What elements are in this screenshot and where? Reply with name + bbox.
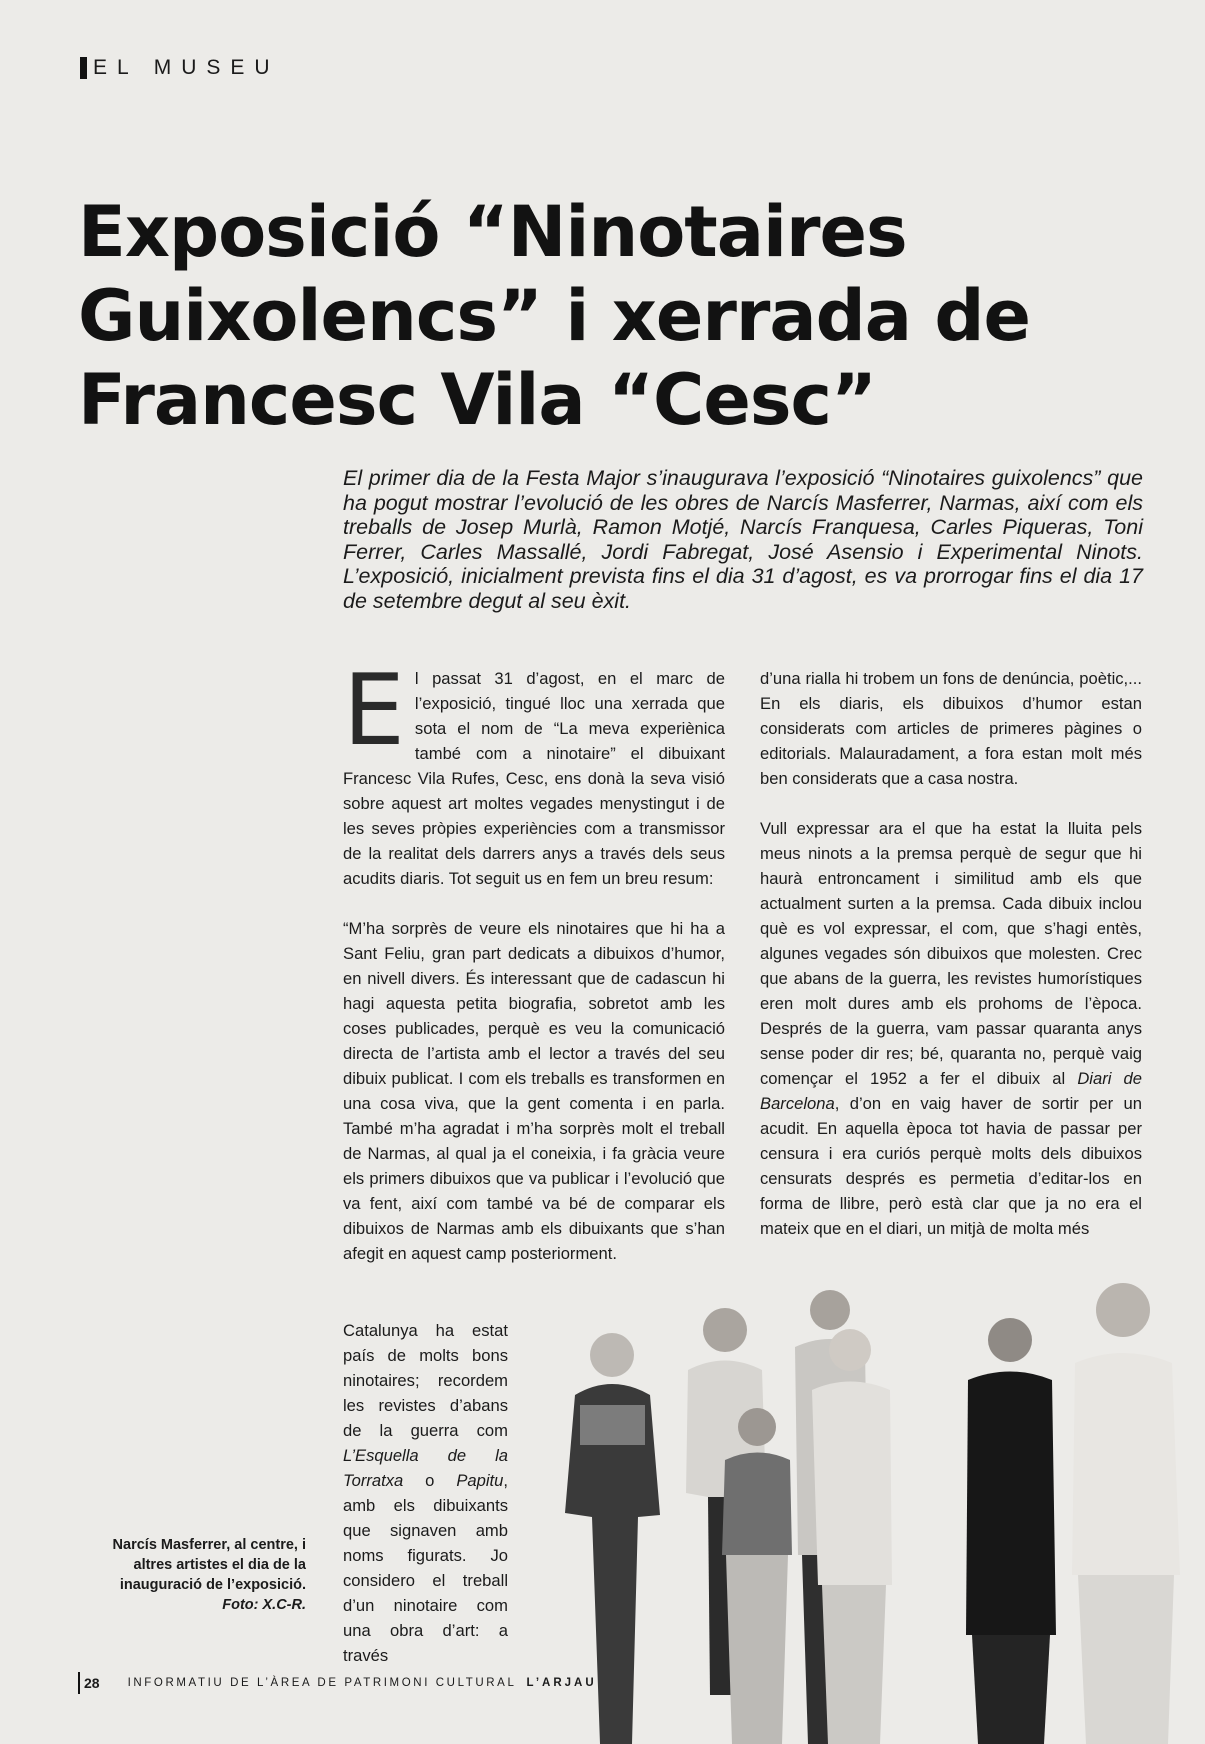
- column-bottom: [343, 1318, 508, 1693]
- publication-name: Diari de Barcelona: [760, 1069, 1142, 1113]
- caption-text: Narcís Masferrer, al centre, i altres artistes el dia de la inauguració de l’exposició.: [112, 1537, 306, 1593]
- drop-cap: E: [343, 654, 405, 768]
- person-figure: [966, 1318, 1056, 1744]
- footer-rule: [78, 1672, 80, 1694]
- photo-credit: Foto: X.C-R.: [222, 1597, 306, 1613]
- article-title: Exposició “Ninotaires Guixolencs” i xerrada de Francesc Vila “Cesc”: [78, 191, 1030, 441]
- person-figure: [722, 1408, 792, 1744]
- text-run: Catalunya ha estat país de molts bons ninotaires; recordem les revistes d’abans de la guerra com: [343, 1321, 508, 1440]
- page-number: 28: [84, 1675, 100, 1691]
- article-lead: El primer dia de la Festa Major s’inaugurava l’exposició “Ninotaires guixolencs” que ha pogut mostrar l’evolució de les obres de Narcís Masferrer, Narmas, així com els treballs de Josep Murlà, Ramon Motjé, Narcís Franquesa, Carles Piqueras, Toni Ferrer, Carles Massallé, Jordi Fabregat, José Asensio i Experimental Ninots. L’exposició, inicialment prevista fins el dia 31 d’agost, es va prorrogar fins el dia 17 de setembre degut al seu èxit.: [343, 466, 1143, 613]
- text-run: , amb els dibuixants que signaven amb noms figurats. Jo considero el treball d’un ninotaire com una obra d’art: a través: [343, 1471, 508, 1665]
- page-footer: [78, 1672, 597, 1694]
- section-label: [80, 56, 280, 80]
- photo-caption: [80, 1535, 306, 1615]
- paragraph-quote: “M’ha sorprès de veure els ninotaires que hi ha a Sant Feliu, gran part dedicats a dibuixos d’humor, en nivell divers. És interessant que de cadascun hi hagi aquesta petita biografia, sobretot amb les coses publicades, perquè es veu la comunicació directa de l’artista amb el lector a través del seu dibuix publicat. I com els treballs es transformen en una cosa viva, que la gent comenta i en parla. També m’ha agradat i m’ha sorprès molt el treball de Narmas, al qual ja el coneixia, i fa gràcia veure els primers dibuixos que va publicar i l’evolució que va fent, així com també va bé de comparar els dibuixos de Narmas amb els dibuixants que s’han afegit en aquest camp posteriorment.: [343, 919, 725, 1263]
- group-photo: [520, 1255, 1205, 1744]
- paragraph-rialla: d’una rialla hi trobem un fons de denúncia, poètic,... En els diaris, els dibuixos d’humor estan considerats com articles de primeres pàgines o editorials. Malauradament, a fora estan molt més ben considerats que a casa nostra.: [760, 669, 1142, 788]
- column-left: [343, 654, 725, 1291]
- paragraph-intro-text: l passat 31 d’agost, en el marc de l’exposició, tingué lloc una xerrada que sota el nom de “La meva experiènica també com a ninotaire” el dibuixant Francesc Vila Rufes, Cesc, ens donà la seva visió sobre aquest art moltes vegades menystingut i de les seves pròpies experiències com a transmissor de la realitat dels darrers anys a través dels seus acudits diaris. Tot seguit us en fem un breu resum:: [343, 669, 725, 888]
- person-figure: [1072, 1283, 1180, 1744]
- paragraph-catalunya: [343, 1318, 508, 1668]
- paragraph-intro: [343, 654, 725, 891]
- text-run: o: [403, 1471, 457, 1490]
- paragraph-lluita: [760, 816, 1142, 1241]
- publication-name: Papitu: [456, 1471, 504, 1490]
- section-text: EL MUSEU: [93, 56, 280, 79]
- column-right: [760, 666, 1142, 1266]
- text-run: Vull expressar ara el que ha estat la lluita pels meus ninots a la premsa perquè de segur que hi haurà entroncament i similitud amb els que actualment surten a la premsa. Cada dibuix inclou què es vol expressar, el com, que s’hagi entès, algunes vegades són dibuixos que molesten. Crec que abans de la guerra, les revistes humorístiques eren molt dures amb els prohoms de l’època. Després de la guerra, vam passar quaranta anys sense poder dir res; bé, quaranta no, perquè vaig començar el 1952 a fer el dibuix al: [760, 819, 1142, 1088]
- text-run: , d’on en vaig haver de sortir per un acudit. En aquella època tot havia de passar per censura i era curiós perquè molts dels dibuixos censurats després es permetia d’editar-los en forma de llibre, però està clar que ja no era el mateix que en el diari, un mitjà de molta més: [760, 1094, 1142, 1238]
- publication-line: INFORMATIU DE L’ÀREA DE PATRIMONI CULTURAL: [127, 1677, 517, 1689]
- section-marker: [80, 57, 87, 79]
- publication-name: L’Esquella de la Torratxa: [343, 1446, 508, 1490]
- publication-brand: L’ARJAU: [526, 1677, 597, 1689]
